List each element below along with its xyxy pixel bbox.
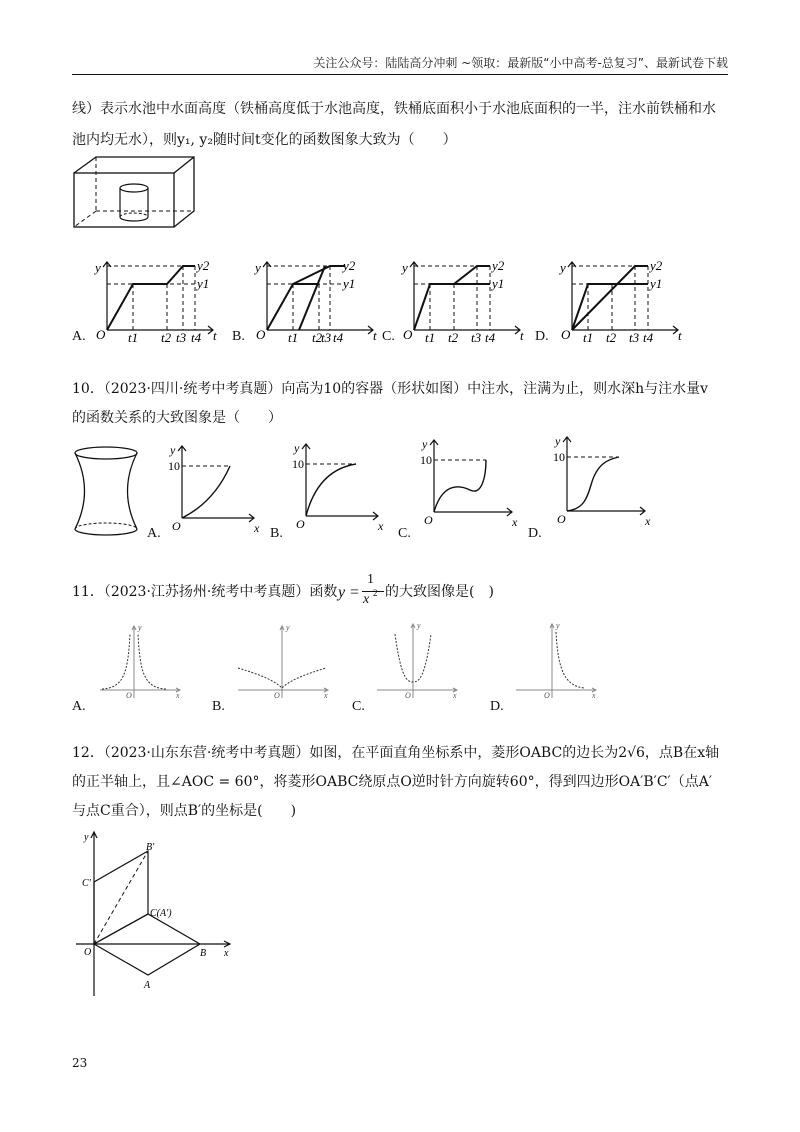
- point-c-prime: C′: [82, 878, 91, 889]
- axis-y: y: [556, 621, 560, 630]
- q9-graph-b: [255, 258, 385, 345]
- q11-graph-c: [373, 620, 463, 700]
- axis-x: x: [592, 691, 596, 700]
- axis-y: y: [286, 623, 290, 632]
- axis-t: t: [373, 328, 377, 343]
- q11-graph-d: [512, 620, 602, 700]
- label-y1: y1: [197, 276, 210, 291]
- origin: O: [172, 519, 181, 533]
- axis-y: y: [560, 260, 566, 275]
- q10-line-1: 10．（2023·四川·统考中考真题）向高为10的容器（形状如图）中注水，注满为止，则水深h与注水量v: [72, 381, 709, 397]
- origin: O: [405, 691, 411, 700]
- q9-option-b[interactable]: B.: [232, 329, 245, 344]
- origin: O: [561, 327, 571, 342]
- formula-denominator: x: [363, 592, 370, 607]
- q11-option-a[interactable]: A.: [72, 699, 86, 714]
- label-y2: y2: [197, 258, 210, 273]
- q12-line-1: 12．（2023·山东东营·统考中考真题）如图，在平面直角坐标系中，菱形OABC的边长为2√6，点B在x轴: [72, 745, 720, 761]
- label-10: 10: [292, 457, 304, 471]
- axis-x: x: [378, 519, 384, 533]
- label-10: 10: [420, 453, 432, 467]
- origin: O: [403, 327, 413, 342]
- axis-x: x: [512, 515, 518, 529]
- axis-y: y: [84, 832, 89, 843]
- q10-graph-b: [292, 440, 392, 533]
- origin: O: [296, 517, 305, 531]
- q9-option-d[interactable]: D.: [535, 329, 549, 344]
- axis-y: y: [555, 434, 561, 448]
- label-y2: y2: [650, 258, 663, 273]
- axis-t: t: [678, 328, 682, 343]
- axis-x: x: [324, 691, 328, 700]
- label-t4: t4: [191, 330, 202, 345]
- axis-y: y: [294, 441, 300, 455]
- axis-y: y: [422, 437, 428, 451]
- axis-y: y: [138, 623, 142, 632]
- origin: O: [424, 513, 433, 527]
- label-t2: t2: [606, 330, 617, 345]
- axis-x: x: [254, 521, 260, 535]
- page-number: 23: [72, 1056, 88, 1070]
- formula-eq: =: [350, 584, 360, 601]
- formula-exponent: 2: [373, 588, 378, 598]
- axis-t: t: [520, 328, 524, 343]
- q9-option-a[interactable]: A.: [72, 329, 86, 344]
- label-t2: t2: [312, 330, 323, 345]
- label-t1: t1: [583, 330, 594, 345]
- label-t2: t2: [161, 330, 172, 345]
- q11-option-b[interactable]: B.: [212, 699, 225, 714]
- point-b-prime: B′: [146, 842, 155, 853]
- q10-option-c[interactable]: C.: [398, 526, 411, 541]
- axis-y: y: [402, 260, 408, 275]
- label-t1: t1: [425, 330, 436, 345]
- label-t1: t1: [288, 330, 299, 345]
- point-b: B: [200, 948, 207, 959]
- point-o: O: [84, 947, 92, 958]
- q9-graph-d: [560, 258, 690, 345]
- axis-y: y: [170, 443, 176, 457]
- q10-container-figure: [72, 445, 142, 537]
- axis-x: x: [224, 948, 229, 959]
- q10-graph-d: [553, 433, 653, 528]
- q11-prefix: 11．（2023·江苏扬州·统考中考真题）函数: [72, 584, 338, 600]
- origin: O: [126, 691, 132, 700]
- label-t3: t3: [471, 330, 482, 345]
- q9-graph-a: [95, 258, 225, 345]
- origin: O: [544, 691, 550, 700]
- q9-pool-figure: [72, 155, 197, 235]
- label-y2: y2: [343, 258, 356, 273]
- axis-x: x: [453, 691, 457, 700]
- label-10: 10: [168, 459, 180, 473]
- axis-y: y: [255, 260, 261, 275]
- q9-graph-c: [402, 258, 532, 345]
- origin: O: [96, 327, 106, 342]
- label-t3: t3: [629, 330, 640, 345]
- label-t3: t3: [321, 330, 332, 345]
- q10-option-b[interactable]: B.: [270, 526, 283, 541]
- q11-graph-b: [234, 622, 334, 702]
- label-t2: t2: [448, 330, 459, 345]
- axis-y: y: [95, 260, 101, 275]
- label-y1: y1: [343, 276, 356, 291]
- point-a: A: [144, 980, 151, 991]
- label-y1: y1: [492, 276, 505, 291]
- q10-graph-c: [420, 436, 520, 529]
- q10-option-d[interactable]: D.: [528, 526, 542, 541]
- axis-x: x: [645, 514, 651, 528]
- header-rule: [72, 74, 728, 75]
- page-header: 关注公众号：陆陆高分冲刺 ~领取：最新版“小中高考-总复习”、最新试卷下载: [313, 56, 728, 70]
- q9-line-2: 池内均无水），则y₁, y₂随时间t变化的函数图象大致为（ ）: [72, 132, 457, 148]
- q10-line-2: 的函数关系的大致图象是（ ）: [72, 410, 282, 426]
- q9-line-1: 线）表示水池中水面高度（铁桶高度低于水池高度，铁桶底面积小于水池底面积的一半，注水前铁桶和水: [72, 101, 716, 117]
- formula-numerator: 1: [367, 572, 374, 587]
- formula-y: y: [338, 584, 346, 601]
- axis-x: x: [176, 691, 180, 700]
- q9-option-c[interactable]: C.: [382, 329, 395, 344]
- label-t3: t3: [176, 330, 187, 345]
- label-t4: t4: [643, 330, 654, 345]
- q11-option-c[interactable]: C.: [352, 699, 365, 714]
- origin: O: [256, 327, 266, 342]
- q10-option-a[interactable]: A.: [147, 526, 161, 541]
- q12-line-3: 与点C重合），则点B′的坐标是( ): [72, 803, 297, 819]
- label-t4: t4: [333, 330, 344, 345]
- q11-suffix: 的大致图像是( ): [385, 584, 494, 600]
- axis-t: t: [213, 328, 217, 343]
- origin: O: [557, 512, 566, 526]
- label-t4: t4: [485, 330, 496, 345]
- q11-option-d[interactable]: D.: [490, 699, 504, 714]
- point-c-a-prime: C(A′): [150, 908, 172, 919]
- label-y2: y2: [492, 258, 505, 273]
- label-10: 10: [553, 450, 565, 464]
- q10-graph-a: [168, 442, 268, 535]
- q12-line-2: 的正半轴上，且∠AOC = 60°，将菱形OABC绕原点O逆时针方向旋转60°，得到四边形OA′B′C′（点A′: [72, 774, 713, 790]
- axis-y: y: [417, 621, 421, 630]
- origin: O: [274, 691, 280, 700]
- label-t1: t1: [128, 330, 139, 345]
- label-y1: y1: [650, 276, 663, 291]
- q11-graph-a: [96, 622, 186, 702]
- q12-rhombus-figure: [72, 828, 242, 1000]
